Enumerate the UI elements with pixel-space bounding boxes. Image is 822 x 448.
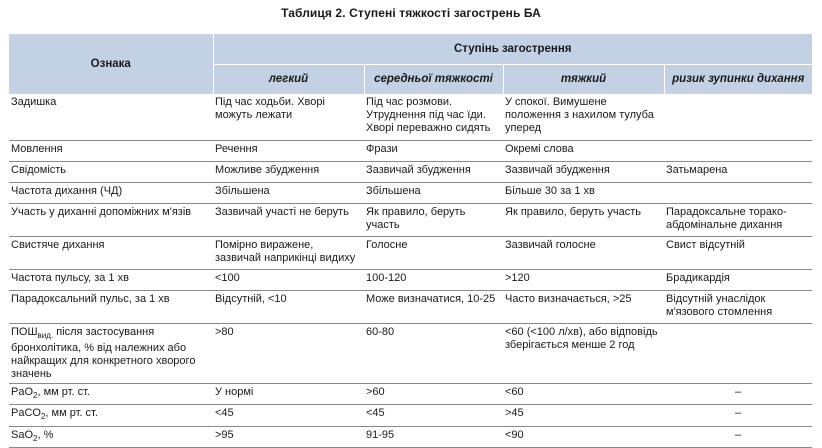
row-sign-subscript: 2 [33, 391, 38, 401]
cell-mild: Збільшена [213, 183, 364, 204]
cell-severe: Зазвичай збудження [503, 162, 664, 183]
header-stage: Ступінь загострення [213, 34, 812, 65]
header-severe: тяжкий [503, 65, 664, 94]
cell-severe: У спокої. Вимушене положення з нахилом тулуба уперед [503, 94, 664, 141]
table-row [9, 426, 812, 447]
row-sign-rest: , мм рт. ст. [37, 386, 90, 399]
cell-arrest-risk [664, 94, 812, 141]
header-sign: Ознака [9, 34, 213, 94]
cell-arrest-risk [664, 324, 812, 384]
row-sign-main: PaO [11, 386, 34, 399]
row-sign: Свідомість [9, 162, 213, 183]
row-sign-main: ПОШ [11, 326, 38, 338]
cell-arrest-risk: Відсутній унаслідок м'язового стомлення [664, 291, 812, 324]
row-sign: Участь у диханні допоміжних м'язів [9, 204, 213, 237]
header-arrest-risk: ризик зупинки дихання [664, 65, 812, 94]
table-title: Таблиця 2. Ступені тяжкості загострень БА [281, 6, 541, 20]
cell-severe: Більше 30 за 1 хв [503, 183, 664, 204]
row-sign: Частота пульсу, за 1 хв [9, 270, 213, 291]
cell-moderate: Збільшена [364, 183, 503, 204]
table-row [9, 141, 812, 162]
table-row [9, 405, 812, 426]
row-sign [9, 384, 213, 405]
table-row [9, 237, 812, 270]
row-sign: Свистяче дихання [9, 237, 213, 270]
row-sign-main: SaO [11, 428, 34, 441]
cell-moderate: Фрази [364, 141, 503, 162]
row-sign: Мовлення [9, 141, 213, 162]
cell-severe: Зазвичай голосне [503, 237, 664, 270]
cell-mild: >80 [213, 324, 364, 384]
cell-moderate: Як правило, беруть участь [364, 204, 503, 237]
row-sign-main: PaCO [11, 407, 41, 420]
header-moderate: середньої тяжкості [364, 65, 503, 94]
row-sign-rest: , мм рт. ст. [45, 407, 98, 420]
cell-moderate: <45 [364, 405, 503, 426]
row-sign [9, 405, 213, 426]
table-row [9, 94, 812, 141]
cell-mild: Можливе збудження [213, 162, 364, 183]
cell-mild: <100 [213, 270, 364, 291]
cell-mild: Помірно виражене, зазвичай наприкінці видиху [213, 237, 364, 270]
table-row [9, 270, 812, 291]
header-mild: легкий [213, 65, 364, 94]
cell-arrest-risk [664, 183, 812, 204]
cell-arrest-risk: – [664, 384, 812, 405]
cell-moderate: >60 [364, 384, 503, 405]
severity-table [9, 34, 812, 448]
row-sign: Частота дихання (ЧД) [9, 183, 213, 204]
cell-moderate: 60-80 [364, 324, 503, 384]
cell-mild: Відсутній, <10 [213, 291, 364, 324]
cell-arrest-risk: – [664, 405, 812, 426]
cell-severe: <60 (<100 л/хв), або відповідь зберігається менше 2 год [503, 324, 664, 384]
row-sign: Задишка [9, 94, 213, 141]
table-row [9, 162, 812, 183]
table-row [9, 291, 812, 324]
row-sign [9, 324, 213, 384]
cell-arrest-risk: Парадоксальне торако-абдомінальне дихання [664, 204, 812, 237]
cell-severe: <60 [503, 384, 664, 405]
row-sign: Парадоксальний пульс, за 1 хв [9, 291, 213, 324]
cell-arrest-risk [664, 141, 812, 162]
row-sign-subscript: 2 [40, 412, 46, 422]
cell-severe: Часто визначається, >25 [503, 291, 664, 324]
cell-moderate: Голосне [364, 237, 503, 270]
row-sign-subscript: вид. [37, 331, 54, 341]
cell-arrest-risk: – [664, 426, 812, 447]
cell-severe: >45 [503, 405, 664, 426]
cell-severe: Окремі слова [503, 141, 664, 162]
table-row [9, 204, 812, 237]
cell-mild: Під час ходьби. Хворі можуть лежати [213, 94, 364, 141]
row-sign-subscript: 2 [33, 433, 38, 443]
cell-moderate: Зазвичай збудження [364, 162, 503, 183]
row-sign [9, 426, 213, 447]
table-row [9, 324, 812, 384]
cell-mild: <45 [213, 405, 364, 426]
row-sign-rest: після застосування бронхолітика, % від належних або найкращих для конкретного хворого значень [11, 326, 196, 381]
cell-moderate: 100-120 [364, 270, 503, 291]
cell-moderate: Під час розмови. Утруднення під час їди. Хворі переважно сидять [364, 94, 503, 141]
table-row [9, 384, 812, 405]
cell-severe: Як правило, беруть участь [503, 204, 664, 237]
cell-mild: Речення [213, 141, 364, 162]
cell-mild: У нормі [213, 384, 364, 405]
row-sign-rest: , % [37, 428, 54, 441]
cell-severe: <90 [503, 426, 664, 447]
cell-arrest-risk: Свист відсутній [664, 237, 812, 270]
cell-severe: >120 [503, 270, 664, 291]
cell-mild: >95 [213, 426, 364, 447]
cell-mild: Зазвичай участі не беруть [213, 204, 364, 237]
cell-arrest-risk: Затьмарена [664, 162, 812, 183]
cell-arrest-risk: Брадикардія [664, 270, 812, 291]
cell-moderate: Може визначатися, 10-25 [364, 291, 503, 324]
cell-moderate: 91-95 [364, 426, 503, 447]
table-row [9, 183, 812, 204]
